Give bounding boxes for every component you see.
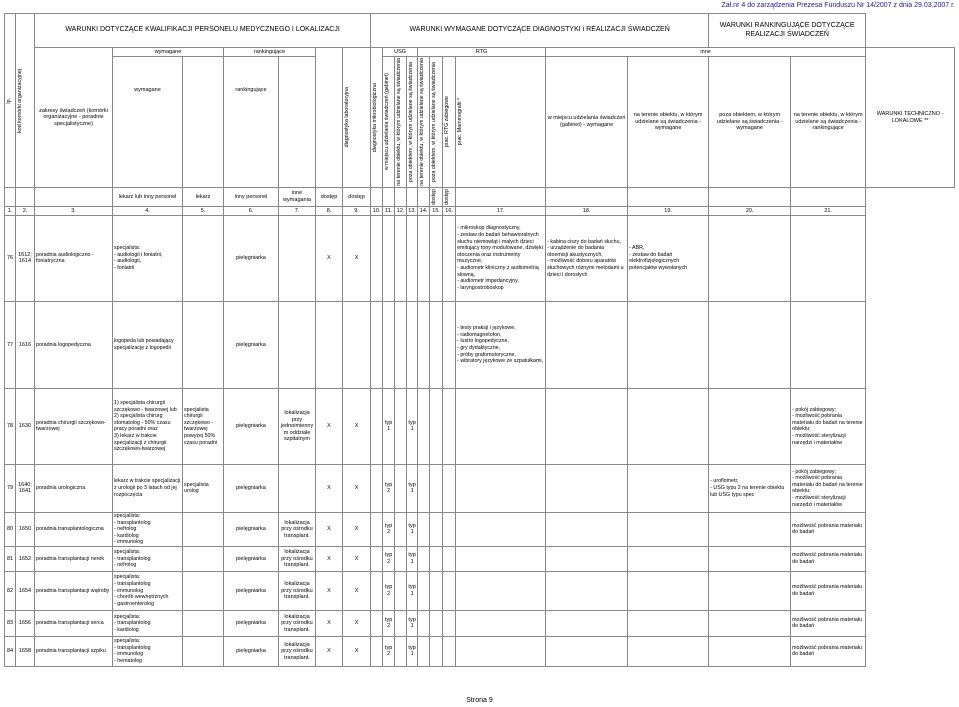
row-lab: X <box>316 546 343 571</box>
group-personel-header: WARUNKI DOTYCZĄCE KWALIFIKACJI PERSONELU MEDYCZNEGO I LOKALIZACJI <box>35 14 371 48</box>
inne-teren-header: na terenie obiektu, w którym udzielane są świadczenia - wymagane <box>628 57 709 188</box>
row-techniczno <box>791 215 866 301</box>
table-row <box>5 388 955 464</box>
row-lp: 79 <box>5 464 16 512</box>
row-inne-miejsce <box>456 512 546 546</box>
row-mikro: X <box>343 215 371 301</box>
row-inne-teren <box>546 546 628 571</box>
row-lp: 76 <box>5 215 16 301</box>
row-usg-teren: typ 2 <box>383 636 395 666</box>
row-kod: 1616 <box>16 301 35 388</box>
table-row <box>5 215 955 301</box>
row-lp: 83 <box>5 610 16 636</box>
row-lekarz-rankingujacy <box>183 301 224 388</box>
row-usg-miejsce <box>371 388 383 464</box>
page-number: Strona 9 <box>466 697 493 704</box>
row-inny-personel: pielęgniarka <box>224 636 279 666</box>
column-number: 14. <box>418 206 430 215</box>
requirements-table <box>4 13 955 667</box>
row-inny-personel: pielęgniarka <box>224 301 279 388</box>
row-inne-poza <box>628 610 709 636</box>
row-kod: 1656 <box>16 610 35 636</box>
column-number: 12. <box>395 206 407 215</box>
column-number: 13. <box>408 207 416 214</box>
row-inne-miejsce <box>456 464 546 512</box>
row-inne-teren <box>546 571 628 610</box>
row-inny-personel: pielęgniarka <box>224 571 279 610</box>
inne-miejsce-header: w miejscu udzielania świadczeń (gabinet) - wymagane <box>546 57 628 188</box>
dostep-subheader-mammo: dostęp <box>443 188 456 207</box>
row-inne-rank <box>709 388 791 464</box>
row-mammo <box>443 636 456 666</box>
row-inne-wymagania: lokalizacja przy ośrodku transplant. <box>279 546 316 571</box>
row-inny-personel: pielęgniarka <box>224 512 279 546</box>
usg-poza-header: poza obiektem, w którym udzielane są świadczenia <box>407 57 418 188</box>
row-inne-wymagania: lokalizacja przy jednoimiennym oddziale szpitalnym <box>279 388 316 464</box>
column-number: 17. <box>456 206 546 215</box>
column-number: 1. <box>5 206 16 215</box>
row-inne-miejsce <box>456 571 546 610</box>
table-row <box>5 464 955 512</box>
row-inne-miejsce: - testy praksji i językowe, - radiomagnetofon, - lustro logopedyczne, - gry dydaktyczne, - próby grafomotoryczne, - wibratory językowe ze szpatułkami, <box>456 301 546 388</box>
row-lekarz-wymagany: lekarz w trakcie specjalizacji z urologii po 3 latach od jej rozpoczęcia <box>113 464 183 512</box>
table-row <box>5 571 955 610</box>
row-rtg-zab <box>430 215 443 301</box>
group-rankingujace-header: WARUNKI RANKINGUJĄCE DOTYCZĄCE REALIZACJI ŚWIADCZEŃ <box>709 14 866 48</box>
row-rtg-teren: typ 1 <box>407 464 418 512</box>
row-usg-miejsce <box>371 301 383 388</box>
wym-lekarz-header: wymagane <box>113 57 183 188</box>
row-inny-personel: pielęgniarka <box>224 610 279 636</box>
row-rtg-zab <box>430 301 443 388</box>
row-lab: X <box>316 388 343 464</box>
usg-header: USG <box>383 48 418 57</box>
row-inne-teren <box>546 610 628 636</box>
techniczno-header: WARUNKI TECHNICZNO - LOKALOWE ** <box>866 48 955 188</box>
column-number: 6. <box>224 206 279 215</box>
row-mikro: X <box>343 610 371 636</box>
row-inne-poza <box>628 301 709 388</box>
row-inne-rank <box>709 610 791 636</box>
row-rtg-zab <box>430 571 443 610</box>
mammo-header: prac. Mammografii * <box>456 57 546 188</box>
row-mikro: X <box>343 512 371 546</box>
dostep-subheader-rtg-zab: dostęp <box>430 188 443 207</box>
row-inne-teren <box>546 636 628 666</box>
inne-poza-header: poza obiektem, w którym udzielane są świadczenia - wymagane <box>709 57 791 188</box>
row-techniczno: - pokój zabiegowy; - możliwość pobrania materiału do badań na terenie obiektu; - możliwość sterylizacji narzędzi i materiałów <box>791 464 866 512</box>
row-lab <box>316 301 343 388</box>
row-usg-poza <box>395 610 407 636</box>
row-inne-teren <box>546 301 628 388</box>
row-inne-wymagania <box>279 215 316 301</box>
row-mammo <box>443 464 456 512</box>
wym-inny-header <box>183 57 224 188</box>
row-rtg-poza <box>418 215 430 301</box>
row-mikro: X <box>343 464 371 512</box>
row-inne-wymagania <box>279 301 316 388</box>
row-usg-miejsce <box>371 512 383 546</box>
row-kod: 1654 <box>16 571 35 610</box>
inne-header: inne <box>546 48 866 57</box>
rtg-teren-header: na terenie obiektu, w którym udzielane są świadczenia <box>418 57 430 188</box>
row-lekarz-rankingujacy <box>183 636 224 666</box>
row-lab: X <box>316 464 343 512</box>
row-usg-miejsce <box>371 571 383 610</box>
row-usg-poza <box>395 571 407 610</box>
lekarz-subheader: lekarz <box>183 188 224 207</box>
row-inne-wymagania <box>279 464 316 512</box>
column-number: 18. <box>546 206 628 215</box>
row-inny-personel: pielęgniarka <box>224 388 279 464</box>
row-usg-teren: typ 2 <box>383 512 395 546</box>
row-rtg-poza <box>418 464 430 512</box>
row-usg-poza <box>395 301 407 388</box>
table-row <box>5 636 955 666</box>
row-lekarz-rankingujacy: specjalista urolog <box>183 464 224 512</box>
row-mammo <box>443 301 456 388</box>
group-diagnostyka-header: WARUNKI WYMAGANE DOTYCZĄCE DIAGNOSTYKI i REALIZACJI ŚWIADCZEŃ <box>371 14 709 48</box>
inne-rank-header: na terenie obiektu, w którym udzielane są świadczenia - rankingujące <box>791 57 866 188</box>
row-mammo <box>443 512 456 546</box>
row-inne-teren: - kabina ciszy do badań słuchu, - urządzenie do badania otoemisji akustycznych, - możliwość doboru aparatów słuchowych różnymi metodami u dzieci i dorosłych <box>546 215 628 301</box>
row-lp: 77 <box>5 301 16 388</box>
lekarz-inny-subheader: lekarz lub inny personel <box>113 188 183 207</box>
row-zakres: poradnia chirurgii szczękowo-twarzowej <box>35 388 113 464</box>
row-zakres: poradnia transplantologiczna <box>35 512 113 546</box>
row-inne-rank <box>709 636 791 666</box>
rank-lekarz-header: rankingujące <box>224 57 279 188</box>
inny-personel-subheader: inny personel <box>224 188 279 207</box>
row-zakres: poradnia transplantacji nerek <box>35 546 113 571</box>
row-inne-poza <box>628 464 709 512</box>
document-annotation: Zał.nr 4 do zarządzenia Prezesa Funduszu Nr 14/2007 z dnia 29.03.2007 r. <box>721 2 955 9</box>
row-inne-wymagania: lokalizacja przy ośrodku transplant. <box>279 512 316 546</box>
row-lekarz-wymagany: specjalista: - transplantolog - nefrolog - kardiolog - immunolog <box>113 512 183 546</box>
row-techniczno: możliwość pobrania materiału do badań <box>791 512 866 546</box>
row-kod: 1630 <box>16 388 35 464</box>
row-lekarz-wymagany: specjalista: - transplantolog - nefrolog <box>113 546 183 571</box>
inne-wymagania-subheader: inne wymagania <box>279 188 316 207</box>
row-inne-teren <box>546 464 628 512</box>
row-zakres: poradnia transplantacji serca <box>35 610 113 636</box>
row-rtg-teren: typ 1 <box>407 512 418 546</box>
row-rtg-teren: typ 1 <box>407 571 418 610</box>
row-lp: 78 <box>5 388 16 464</box>
column-number: 20. <box>709 206 791 215</box>
row-rtg-zab <box>430 610 443 636</box>
row-lab: X <box>316 215 343 301</box>
row-lekarz-rankingujacy: specjalista chirurgii szczękowo - twarzowej powyżej 50% czasu poradni <box>183 388 224 464</box>
row-inne-wymagania: lokalizacja przy ośrodku transplant. <box>279 571 316 610</box>
table-row <box>5 301 955 388</box>
row-inne-rank <box>709 215 791 301</box>
row-inne-miejsce: - mikroskop diagnostyczny, - zestaw do badań behawioralnych słuchu niemowląt i małych dzieci emitujący tony modulowane, dźwięki otoczenia oraz instrumenty muzyczne, - audiometr kliniczny z audiometrią słowną, - audiometr impedancyjny, - laryngostroboskop <box>456 215 546 301</box>
row-mammo <box>443 546 456 571</box>
column-number: 5. <box>183 206 224 215</box>
row-inne-rank: - uroflometr, - USG typu 2 na terenie obiektu lub USG typu spec <box>709 464 791 512</box>
table-row <box>5 512 955 546</box>
row-usg-poza <box>395 388 407 464</box>
row-lekarz-rankingujacy <box>183 610 224 636</box>
row-rtg-poza <box>418 388 430 464</box>
row-inne-poza <box>628 388 709 464</box>
row-rtg-teren: typ 1 <box>407 546 418 571</box>
column-number: 11. <box>383 206 395 215</box>
row-mikro: X <box>343 636 371 666</box>
row-inny-personel: pielęgniarka <box>224 215 279 301</box>
row-inne-miejsce <box>456 388 546 464</box>
row-rtg-poza <box>418 546 430 571</box>
kod-header: kod komórki organizacyjnej <box>16 14 35 188</box>
row-zakres: poradnia transplantacji szpiku <box>35 636 113 666</box>
lab-header: diagnostyka laboratoryjna <box>343 48 371 188</box>
row-inne-miejsce <box>456 610 546 636</box>
row-rtg-teren: typ 1 <box>407 610 418 636</box>
row-usg-teren: typ 1 <box>383 388 395 464</box>
row-techniczno: możliwość pobrania materiału do badań <box>791 546 866 571</box>
column-number: 3. <box>35 206 113 215</box>
inne-wymagania-header <box>316 48 343 188</box>
row-inne-teren <box>546 512 628 546</box>
column-number: 9. <box>343 206 371 215</box>
row-usg-poza <box>395 546 407 571</box>
row-rtg-zab <box>430 512 443 546</box>
row-lekarz-wymagany: specjalista: - transplantolog - immunolog - hematolog <box>113 636 183 666</box>
row-mammo <box>443 215 456 301</box>
row-mammo <box>443 610 456 636</box>
row-lp: 81 <box>5 546 16 571</box>
row-usg-miejsce <box>371 610 383 636</box>
row-mammo <box>443 388 456 464</box>
row-rtg-poza <box>418 301 430 388</box>
column-number: 15. <box>430 206 443 215</box>
row-lekarz-rankingujacy <box>183 546 224 571</box>
row-usg-poza <box>395 464 407 512</box>
column-number: 19. <box>628 206 709 215</box>
row-rtg-zab <box>430 636 443 666</box>
row-techniczno: - pokój zabiegowy; - możliwość pobrania materiału do badań na terenie obiektu; - możliwość sterylizacji narzędzi i materiałów <box>791 388 866 464</box>
row-usg-teren: typ 2 <box>383 571 395 610</box>
row-kod: 1640;1641 <box>16 464 35 512</box>
row-rtg-zab <box>430 464 443 512</box>
row-kod: 1650 <box>16 512 35 546</box>
zakresy-header: zakresy świadczeń (komórki organizacyjne - poradnie specjalistyczne) <box>35 48 113 188</box>
row-lekarz-wymagany: specjalista: - audiologii i foniatrii, - audiologii, - foniatrii <box>113 215 183 301</box>
table-row <box>5 610 955 636</box>
row-inne-teren <box>546 388 628 464</box>
row-inne-wymagania: lokalizacja przy ośrodku transplant. <box>279 610 316 636</box>
rtg-header: RTG <box>418 48 546 57</box>
row-zakres: poradnia audiologiczno - foniatryczna <box>35 215 113 301</box>
dostep-subheader-lab: dostęp <box>316 188 343 207</box>
rtg-poza-header: poza obiektem, w którym udzielane są świadczenia <box>430 57 443 188</box>
column-numbers-row <box>5 206 955 215</box>
column-number: 16. <box>443 206 456 215</box>
row-lab: X <box>316 512 343 546</box>
row-inne-poza <box>628 636 709 666</box>
row-inne-poza <box>628 571 709 610</box>
row-inny-personel: pielęgniarka <box>224 546 279 571</box>
row-mikro <box>343 301 371 388</box>
row-mikro: X <box>343 388 371 464</box>
row-zakres: poradnia logopedyczna <box>35 301 113 388</box>
row-rtg-poza <box>418 512 430 546</box>
row-usg-poza <box>395 636 407 666</box>
row-rtg-poza <box>418 636 430 666</box>
row-zakres: poradnia transplantacji wątroby <box>35 571 113 610</box>
lp-header: lp. <box>5 14 16 188</box>
row-techniczno: możliwość pobrania materiału do badań <box>791 636 866 666</box>
row-lekarz-rankingujacy <box>183 215 224 301</box>
row-usg-miejsce <box>371 546 383 571</box>
table-row <box>5 546 955 571</box>
row-techniczno: możliwość pobrania materiału do badań <box>791 610 866 636</box>
row-inne-miejsce <box>456 546 546 571</box>
row-zakres: poradnia urologiczna <box>35 464 113 512</box>
row-techniczno <box>791 301 866 388</box>
mikro-header: diagnostyka mikrobiologiczna <box>371 48 383 188</box>
row-inne-poza <box>628 512 709 546</box>
rankingujace-header: rankingujące <box>224 48 316 57</box>
row-rtg-teren: typ 1 <box>407 636 418 666</box>
wymagane-header: wymagane <box>113 48 224 57</box>
row-lab: X <box>316 636 343 666</box>
column-number: 4. <box>113 206 183 215</box>
row-inne-rank <box>709 546 791 571</box>
row-inne-rank <box>709 512 791 546</box>
row-usg-miejsce <box>371 464 383 512</box>
row-mikro: X <box>343 571 371 610</box>
row-techniczno: możliwość pobrania materiału do badań <box>791 571 866 610</box>
row-rtg-poza <box>418 571 430 610</box>
row-usg-poza <box>395 215 407 301</box>
row-usg-teren: typ 2 <box>383 610 395 636</box>
row-usg-poza <box>395 512 407 546</box>
column-number: 2. <box>16 206 35 215</box>
row-inne-wymagania: lokalizacja przy ośrodku transplant. <box>279 636 316 666</box>
row-inne-rank <box>709 571 791 610</box>
column-number: 21. <box>791 206 866 215</box>
usg-miejsce-header: w miejscu udzielania świadczeń (gabinet) <box>383 57 395 188</box>
column-number: 10. <box>371 206 383 215</box>
row-usg-teren <box>383 301 395 388</box>
row-lp: 84 <box>5 636 16 666</box>
row-lekarz-wymagany: 1) specjalista chirurgii szczękowo - twarzowej lub 2) specjalista chirurg stomatolog - 50% czasu pracy poradni oraz 3) lekarz w trakcie specjalizacji z chirurgii szczękowo-twarzowej <box>113 388 183 464</box>
rank-inny-header <box>279 57 316 188</box>
row-lekarz-wymagany: specjalista: - transplantolog - immunolog - chorób wewnętrznych - gastroenterolog <box>113 571 183 610</box>
row-lab: X <box>316 571 343 610</box>
row-kod: 1652 <box>16 546 35 571</box>
row-usg-miejsce <box>371 215 383 301</box>
row-lekarz-rankingujacy <box>183 512 224 546</box>
row-usg-teren: typ 2 <box>383 546 395 571</box>
row-inne-poza: - ABR, - zestaw do badań elektrofizjologicznych potencjałów wywołanych <box>628 215 709 301</box>
row-lab: X <box>316 610 343 636</box>
row-rtg-poza <box>418 610 430 636</box>
row-usg-miejsce <box>371 636 383 666</box>
usg-teren-header: na terenie obiektu, w którym udzielane są świadczenia <box>395 57 407 188</box>
row-rtg-zab <box>430 388 443 464</box>
row-rtg-teren <box>407 215 418 301</box>
row-inne-miejsce <box>456 636 546 666</box>
row-inne-poza <box>628 546 709 571</box>
row-lp: 80 <box>5 512 16 546</box>
row-usg-teren <box>383 215 395 301</box>
row-mammo <box>443 571 456 610</box>
column-number: 7. <box>279 206 316 215</box>
row-lp: 82 <box>5 571 16 610</box>
row-lekarz-rankingujacy <box>183 571 224 610</box>
row-usg-teren: typ 2 <box>383 464 395 512</box>
row-mikro: X <box>343 546 371 571</box>
row-inne-rank <box>709 301 791 388</box>
row-rtg-teren: typ 1 <box>407 388 418 464</box>
row-kod: 1612;1614 <box>16 215 35 301</box>
column-number: 8. <box>316 206 343 215</box>
row-lekarz-wymagany: logopeda lub posiadający specjalizację z logopedii <box>113 301 183 388</box>
row-lekarz-wymagany: specjalista: - transplantolog - kardiolog <box>113 610 183 636</box>
row-kod: 1658 <box>16 636 35 666</box>
row-rtg-zab <box>430 546 443 571</box>
dostep-subheader-mikro: dostęp <box>343 188 371 207</box>
row-rtg-teren <box>407 301 418 388</box>
rtg-zab-header: prac. RTG zabiegowe <box>443 57 456 188</box>
row-inny-personel: pielęgniarka <box>224 464 279 512</box>
